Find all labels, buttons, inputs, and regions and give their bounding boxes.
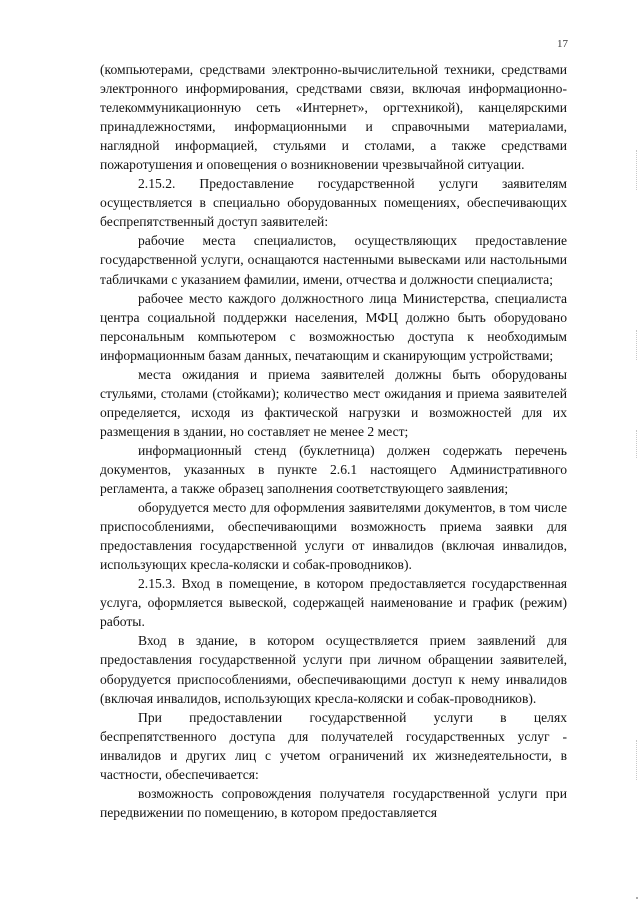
paragraph: оборудуется место для оформления заявителями документов, в том числе приспособлениями, обеспечивающими возможность приема заявки для предоставления государственной услуги от инвалидов (включая инвалидов, использующих кресла-коляски и собак-проводников). [100, 500, 567, 573]
paragraph: возможность сопровождения получателя государственной услуги при передвижении по помещению, в котором предоставляется [100, 785, 567, 820]
scan-edge-mark [636, 430, 638, 458]
paragraph: При предоставлении государственной услуги в целях беспрепятственного доступа для получателей государственных услуг - инвалидов и других лиц с учетом ограничений их жизнедеятельности, в частности, обеспечивается: [100, 709, 567, 782]
scan-edge-mark [636, 150, 638, 190]
scan-edge-mark [636, 740, 638, 780]
page-number: 17 [557, 38, 568, 50]
paragraph: места ожидания и приема заявителей должны быть оборудованы стульями, столами (стойками); количество мест ожидания и приема заявителей определяется, исходя из фактической нагрузки и возможностей для их размещения в здании, но составляет не менее 2 мест; [100, 366, 567, 439]
paragraph: 2.15.3. Вход в помещение, в котором предоставляется государственная услуга, оформляется вывеской, содержащей наименование и график (режим) работы. [100, 576, 567, 630]
paragraph: информационный стенд (буклетница) должен содержать перечень документов, указанных в пункте 2.6.1 настоящего Административного регламента, а также образец заполнения соответствующего заявления; [100, 442, 567, 497]
paragraph: 2.15.2. Предоставление государственной услуги заявителям осуществляется в специально оборудованных помещениях, обеспечивающих беспрепятственный доступ заявителей: [100, 176, 567, 230]
paragraph: рабочее место каждого должностного лица Министерства, специалиста центра социальной поддержки населения, МФЦ должно быть оборудовано персональным компьютером с возможностью доступа к необходимым информационным базам данных, печатающим и сканирующим устройствами; [100, 290, 567, 363]
paragraph: Вход в здание, в котором осуществляется прием заявлений для предоставления государственной услуги при личном обращении заявителей, оборудуется приспособлениями, обеспечивающими доступ к нему инвалидов (включая инвалидов, использующих кресла-коляски и собак-проводников). [100, 633, 567, 706]
paragraph: (компьютерами, средствами электронно-вычислительной техники, средствами электронного информирования, средствами связи, включая информационно-телекоммуникационную сеть «Интернет», оргтехникой), канцелярскими принадлежностями, информационными и справочными материалами, наглядной информацией, стульями и столами, а также средствами пожаротушения и оповещения о возникновении чрезвычайной ситуации. [100, 62, 567, 173]
document-body [100, 60, 567, 822]
scan-edge-mark [636, 330, 638, 360]
scan-edge-dot [636, 897, 638, 899]
paragraph: рабочие места специалистов, осуществляющих предоставление государственной услуги, оснащаются настенными вывесками или настольными табличками с указанием фамилии, имени, отчества и должности специалиста; [100, 233, 567, 287]
